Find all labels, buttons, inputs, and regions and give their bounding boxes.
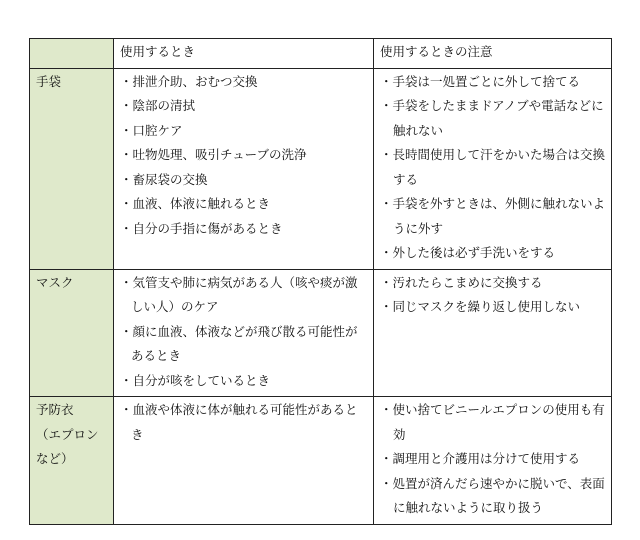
list-item: ・血液や体液に体が触れる可能性があるとき [120,402,358,442]
header-precautions: 使用するときの注意 [374,39,612,69]
item-cell-gloves [30,68,114,269]
item-name: 予防衣 [36,402,74,417]
item-cell-gown [30,397,114,525]
when-used-cell [114,68,374,269]
table-row [30,68,612,269]
list-item: ・長時間使用して汗をかいた場合は交換する [380,147,606,187]
list-item: ・顔に血液、体液などが飛び散る可能性があるとき [120,323,358,363]
precautions-cell [374,269,612,397]
list-item: ・自分が咳をしているとき [120,372,271,388]
ppe-usage-table [29,38,612,525]
item-cell-mask [30,269,114,397]
header-when-used: 使用するとき [114,39,374,69]
item-name: 手袋 [36,73,62,89]
list-item: ・吐物処理、吸引チューブの洗浄 [120,147,307,162]
list-item: ・汚れたらこまめに交換する [380,274,543,290]
item-name-sub: （エプロンなど） [36,426,99,466]
list-item: ・外した後は必ず手洗いをする [380,245,556,260]
precautions-cell [374,397,612,525]
list-item: ・手袋を外すときは、外側に触れないように外す [380,196,606,236]
list-item: ・手袋は一処置ごとに外して捨てる [380,73,581,89]
header-row [30,39,612,69]
when-used-cell [114,269,374,397]
header-corner-cell [30,39,114,69]
item-name: マスク [36,274,74,290]
table-row [30,269,612,397]
list-item: ・使い捨てビニールエプロンの使用も有効 [380,402,605,442]
list-item: ・処置が済んだら速やかに脱いで、表面に触れないように取り扱う [380,475,605,515]
list-item: ・手袋をしたままドアノブや電話などに触れない [380,98,604,138]
list-item: ・気管支や肺に病気がある人（咳や痰が激しい人）のケア [120,274,358,314]
precautions-cell [374,68,612,269]
list-item: ・血液、体液に触れるとき [120,196,271,211]
when-used-cell [114,397,374,525]
list-item: ・口腔ケア [120,122,183,138]
list-item: ・陰部の清拭 [120,98,196,113]
table-row [30,397,612,525]
list-item: ・調理用と介護用は分けて使用する [380,451,581,466]
list-item: ・同じマスクを繰り返し使用しない [380,299,581,314]
list-item: ・排泄介助、おむつ交換 [120,73,258,89]
list-item: ・自分の手指に傷があるとき [120,220,283,236]
list-item: ・畜尿袋の交換 [120,171,208,187]
